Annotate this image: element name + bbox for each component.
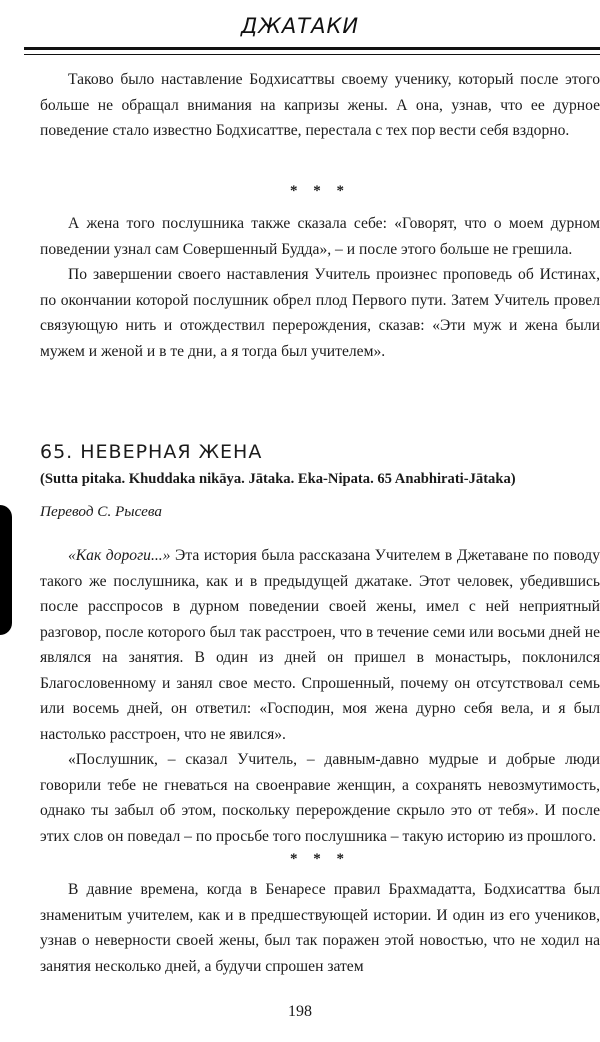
separator-asterisks: * * * — [290, 183, 350, 199]
header-rule-thin — [24, 54, 600, 55]
top-section — [40, 67, 600, 144]
section-separator-bottom — [40, 851, 600, 868]
paragraph: Таково было наставление Бодхисаттвы своему ученику, который после этого больше не обращал внимания на капризы жены. А она, узнав, что ее дурное поведение стало известно Бодхисаттве, перестала с тех пор вести себя вздорно. — [40, 71, 600, 139]
paragraph: «Послушник, – сказал Учитель, – давным-давно мудрые и добрые люди говорили тебе не гневаться на своенравие женщин, а сохранять невозмутимость, однако ты забыл об этом, поскольку перерождение скрыло это от тебя». И после этих слов он поведал – по просьбе того послушника – такую историю из прошлого. — [40, 751, 600, 845]
book-spine-shadow — [0, 505, 12, 635]
paragraph: В давние времена, когда в Бенаресе правил Брахмадатта, Бодхисаттва был знаменитым учителем, как и в предшествующей истории. И один из его учеников, узнав о неверности своей жены, был так поражен этой новостью, что не ходил на занятия несколько дней, а будучи спрошен затем — [40, 881, 600, 975]
translator-credit: Перевод С. Рысева — [40, 503, 162, 520]
paragraph-text: Эта история была рассказана Учителем в Джетаване по поводу такого же послушника, как и в предыдущей джатаке. Этот человек, убедившись после расспросов в дурном поведении своей жены, имел с ней неприятный разговор, после которого был так расстроен, что в течение семи или восьми дней не являлся на занятия. В один из дней он пришел в монастырь, поклонился Благословенному и занял свое место. Спрошенный, почему он отсутствовал семь или восемь дней, он ответил: «Господин, моя жена дурно себя вела, и я был настолько расстроен, что не явился». — [40, 547, 600, 743]
running-title: ДЖАТАКИ — [240, 14, 360, 38]
opening-quote: «Как дороги...» — [68, 547, 171, 564]
top-section-continued — [40, 211, 600, 364]
paragraph: По завершении своего наставления Учитель произнес проповедь об Истинах, по окончании которой послушник обрел плод Первого пути. Затем Учитель провел связующую нить и отождествил перерождения, сказав: «Эти муж и жена были мужем и женой и в те дни, а я тогда был учителем». — [40, 266, 600, 360]
section-separator-top — [40, 183, 600, 200]
paragraph: А жена того послушника также сказала себе: «Говорят, что о моем дурном поведении узнал сам Совершенный Будда», – и после этого больше не грешила. — [40, 215, 600, 258]
paragraph — [40, 543, 600, 747]
header-rule-thick — [24, 47, 600, 50]
chapter-title: 65. НЕВЕРНАЯ ЖЕНА — [40, 441, 263, 463]
chapter-source: (Sutta pitaka. Khuddaka nikāya. Jātaka. Eka-Nipata. 65 Anabhirati-Jātaka) — [40, 471, 516, 487]
separator-asterisks: * * * — [290, 851, 350, 867]
chapter-body — [40, 543, 600, 849]
chapter-body-continued — [40, 877, 600, 979]
page-number: 198 — [288, 1003, 312, 1020]
